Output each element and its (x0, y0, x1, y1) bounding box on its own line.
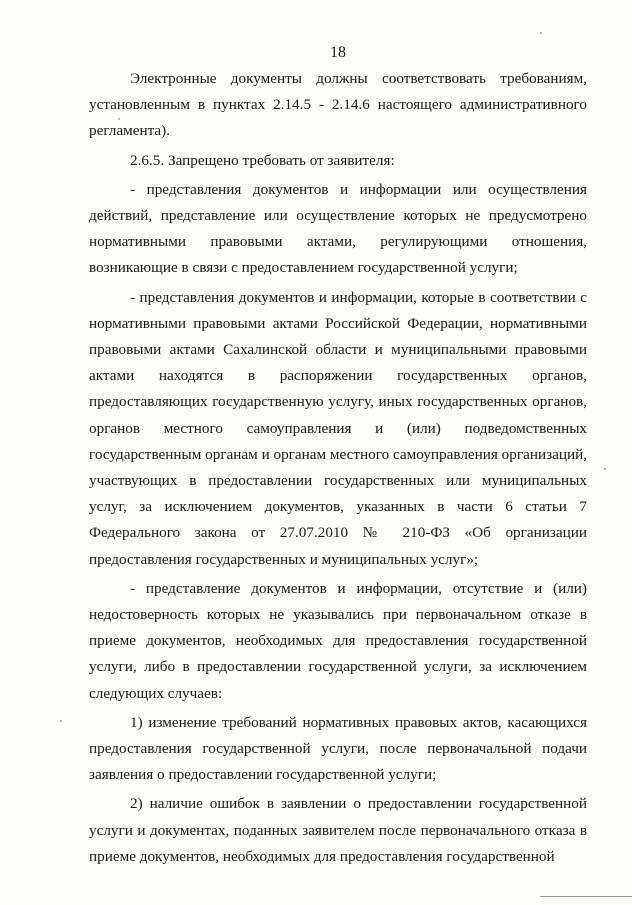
paragraph-list-item-documents: - представления документов и информации, которые в соответствии с нормативными правовыми актами Российской Федерации, нормативными правовыми актами Сахалинской области и муниципальными правовыми актами находятся в распоряжении государственных органов, предоставляющих государственную услугу, иных государственных органов, органов местного самоуправления и (или) подведомственных государственным органам и органам местного самоуправления организаций, участвующих в предоставлении государственных или муниципальных услуг, за исключением документов, указанных в части 6 статьи 7 Федерального закона от 27.07.2010 № 210-ФЗ «Об организации предоставления государственных и муниципальных услуг»; (89, 288, 588, 568)
page-number: 18 (330, 44, 346, 61)
document-body (89, 66, 587, 870)
paragraph-case-2: 2) наличие ошибок в заявлении о предоставлении государственной услуги и документах, поданных заявителем после первоначального отказа в приеме документов, необходимых для предоставления государственной (89, 795, 587, 865)
scan-speck (118, 118, 120, 120)
scan-speck (60, 720, 62, 722)
scan-speck (604, 468, 606, 470)
scan-speck (540, 32, 542, 34)
scan-edge-line (540, 896, 632, 897)
paragraph-electronic-documents: Электронные документы должны соответствовать требованиям, установленным в пунктах 2.14.5 - 2.14.6 настоящего административного регламента). (89, 70, 587, 140)
paragraph-list-item-refusal: - представление документов и информации, отсутствие и (или) недостоверность которых не указывались при первоначальном отказе в приеме документов, необходимых для предоставления государственной услуги, либо в предоставлении государственной услуги, за исключением следующих случаев: (89, 579, 587, 702)
paragraph-section-2-6-5: 2.6.5. Запрещено требовать от заявителя: (130, 151, 395, 169)
paragraph-case-1: 1) изменение требований нормативных правовых актов, касающихся предоставления государственной услуги, после первоначальной подачи заявления о предоставлении государственной услуги; (89, 713, 587, 784)
paragraph-list-item-actions: - представления документов и информации или осуществления действий, представление или осуществление которых не предусмотрено нормативными правовыми актами, регулирующими отношения, возникающие в связи с предоставлением государственной услуги; (89, 180, 587, 277)
